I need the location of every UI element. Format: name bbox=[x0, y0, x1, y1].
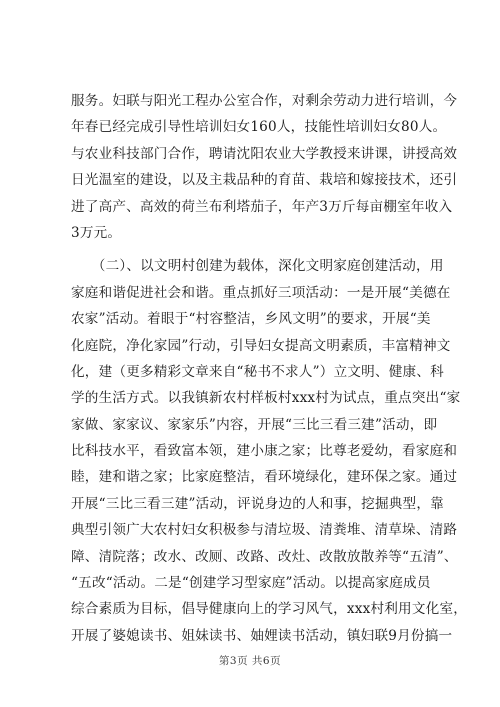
text-line: 综合素质为目标，倡导健康向上的学习风气，xxx村利用文化室， bbox=[71, 601, 468, 618]
text-line: 开展了婆媳读书、姐妹读书、妯娌读书活动，镇妇联9月份搞一 bbox=[71, 627, 453, 644]
text-line: 年春已经完成引导性培训妇女160人，技能性培训妇女80人。 bbox=[71, 119, 447, 136]
text-line: 典型引领广大农村妇女积极参与清垃圾、清粪堆、清草垛、清路 bbox=[71, 522, 458, 539]
text-line: 睦，建和谐之家；比家庭整洁，看环境绿化，建环保之家。通过 bbox=[71, 469, 458, 486]
page-number-footer: 第3页 共6页 bbox=[218, 655, 282, 667]
text-line: 比科技水平，看致富本领，建小康之家；比尊老爱幼，看家庭和 bbox=[71, 443, 458, 460]
text-line: 农家”活动。着眼于“村容整洁，乡风文明”的要求，开展“美 bbox=[71, 311, 431, 328]
paragraph-gap bbox=[71, 246, 443, 253]
body-text bbox=[71, 88, 468, 649]
text-line: “五改“活动。二是“创建学习型家庭”活动。以提高家庭成员 bbox=[71, 575, 431, 592]
text-line: 服务。妇联与阳光工程办公室合作，对剩余劳动力进行培训，今 bbox=[71, 93, 458, 109]
text-line: （二）、以文明村创建为载体，深化文明家庭创建活动，用 bbox=[71, 258, 444, 275]
text-line: 学的生活方式。以我镇新农村样板村xxx村为试点，重点突出“家 bbox=[71, 390, 461, 407]
text-line: 与农业科技部门合作，聘请沈阳农业大学教授来讲课，讲授高效 bbox=[71, 145, 458, 162]
paragraph-1 bbox=[71, 88, 458, 246]
text-line: 家庭和谐促进社会和谐。重点抓好三项活动：一是开展“美德在 bbox=[71, 284, 451, 301]
paragraph-2 bbox=[71, 253, 468, 649]
text-line: 进了高产、高效的荷兰布利塔茄子，年产3万斤每亩棚室年收入 bbox=[71, 198, 453, 215]
text-line: 开展“三比三看三建”活动，评说身边的人和事，挖掘典型，靠 bbox=[71, 495, 444, 512]
text-line: 日光温室的建设，以及主栽品种的育苗、栽培和嫁接技术，还引 bbox=[71, 172, 458, 189]
text-line: 化庭院，净化家园”行动，引导妇女提高文明素质，丰富精神文 bbox=[71, 337, 451, 354]
text-line: 障、清院落；改水、改厕、改路、改灶、改散放散养等“五清”、 bbox=[71, 548, 458, 565]
text-line: 化，建（更多精彩文章来自“秘书不求人”）立文明、健康、科 bbox=[71, 363, 444, 380]
text-line: 家做、家家议、家家乐”内容，开展“三比三看三建”活动，即 bbox=[71, 416, 438, 433]
text-line: 3万元。 bbox=[71, 224, 122, 241]
